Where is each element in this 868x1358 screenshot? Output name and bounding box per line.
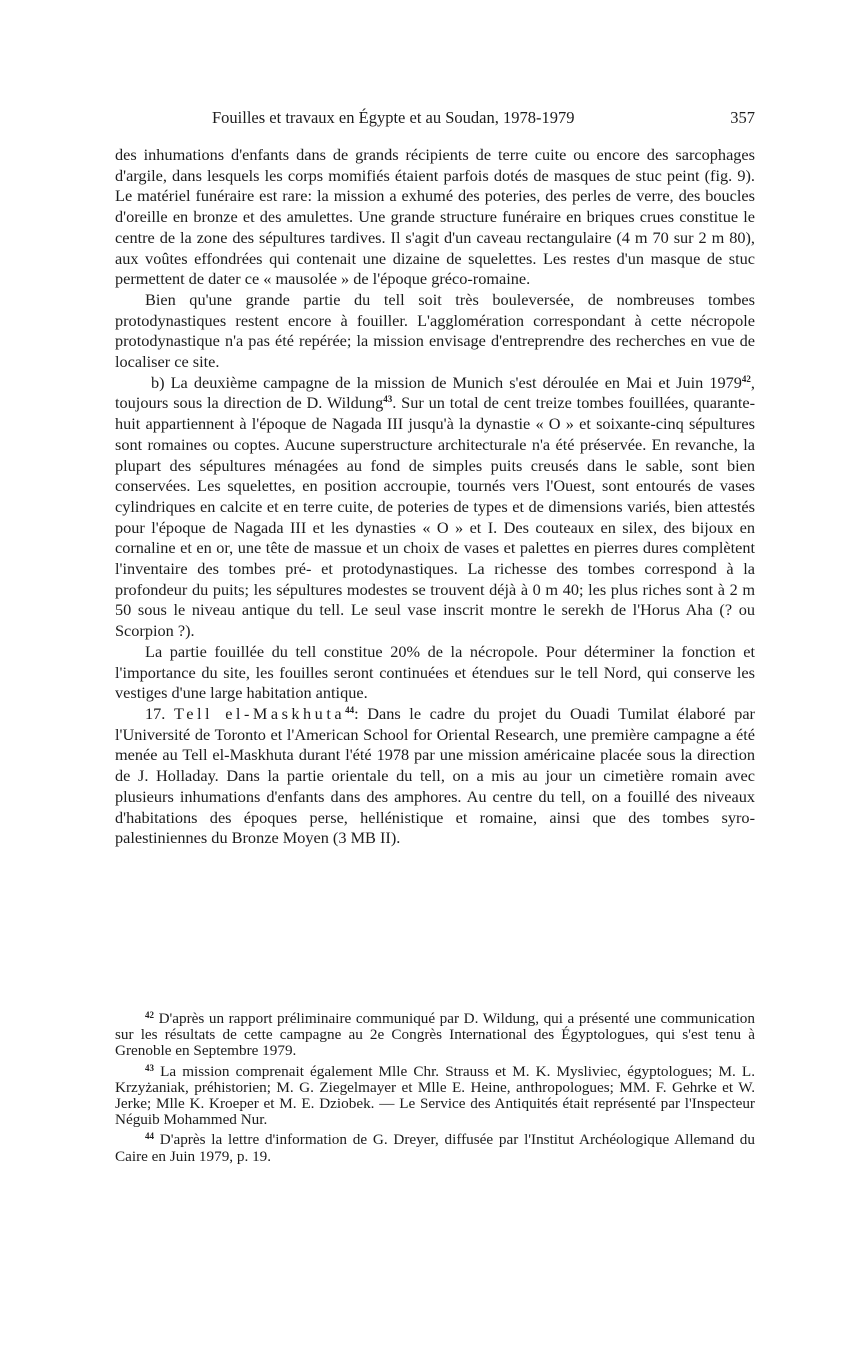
footnotes	[115, 1007, 755, 1165]
footnote-number: 44	[145, 1131, 154, 1142]
paragraph-3	[115, 373, 755, 642]
site-name: Tell el-Maskhuta	[173, 703, 346, 723]
running-title: Fouilles et travaux en Égypte et au Soudan, 1978-1979	[212, 108, 575, 127]
body-text	[115, 145, 755, 849]
paragraph-2: Bien qu'une grande partie du tell soit très bouleversée, de nombreuses tombes protodynastiques restent encore à fouiller. L'agglomération correspondant à cette nécropole protodynastique n'a pas été repérée; la mission envisage d'entreprendre des recherches en vue de localiser ce site.	[115, 289, 755, 372]
paragraph-3-part-c: . Sur un total de cent treize tombes fouillées, quarante-huit appartiennent à l'époque de Nagada III jusqu'à la dynastie « O » et soixante-cinq sépultures sont romaines ou coptes. Aucune superstructure architecturale n'a été préservée. En revanche, la plupart des sépultures ménagées au fond de simples puits creusés dans le sable, sont bien conservées. Les squelettes, en position accroupie, tournés vers l'Ouest, sont entourés de vases cylindriques en calcite et en terre cuite, de poteries de types et de dimensions variés, bien attestés pour l'époque de Nagada III et les dynasties « O » et I. Des couteaux en silex, des bijoux en cornaline et en or, une tête de massue et un choix de vases et palettes en pierres dures complètent l'inventaire des tombes pré- et protodynastiques. La richesse des tombes correspond à la profondeur du puits; les sépultures modestes se trouvent déjà à 0 m 40; les plus riches sont à 2 m 50 sous le niveau antique du tell. Le seul vase inscrit montre le serekh de l'Horus Aha (? ou Scorpion ?).	[115, 393, 755, 641]
footnote-ref-43[interactable]: 43	[383, 394, 393, 405]
paragraph-1: des inhumations d'enfants dans de grands récipients de terre cuite ou encore des sarcophages d'argile, dans lesquels les corps momifiés étaient parfois dotés de masques de stuc peint (fig. 9). Le matériel funéraire est rare: la mission a exhumé des poteries, des perles de verre, des boucles d'oreille en bronze et des amulettes. Une grande structure funéraire en briques crues constitue le centre de la zone des sépultures tardives. Il s'agit d'un caveau rectangulaire (4 m 70 sur 2 m 80), aux voûtes effondrées qui contenait une dizaine de squelettes. Les restes d'un masque de stuc permettent de dater ce « mausolée » de l'époque gréco-romaine.	[115, 145, 755, 289]
page-number: 357	[730, 108, 755, 127]
footnote-number: 43	[145, 1062, 154, 1073]
footnote-42	[115, 1007, 755, 1060]
paragraph-3-part-a: b) La deuxième campagne de la mission de Munich s'est déroulée en Mai et Juin 1979	[151, 372, 742, 392]
paragraph-4: La partie fouillée du tell constitue 20% de la nécropole. Pour déterminer la fonction et l'importance du site, les fouilles seront continuées et étendues sur le tell Nord, qui conserve les vestiges d'une large habitation antique.	[115, 641, 755, 703]
paragraph-5-text: : Dans le cadre du projet du Ouadi Tumilat élaboré par l'Université de Toronto et l'American School for Oriental Research, une première campagne a été menée au Tell el-Maskhuta durant l'été 1978 par une mission américaine placée sous la direction de J. Holladay. Dans la partie orientale du tell, on a mis au jour un cimetière romain avec plusieurs inhumations d'enfants dans des amphores. Au centre du tell, on a fouillé des niveaux d'habitations des époques perse, hellénistique et romaine, ainsi que des tombes syro-palestiniennes du Bronze Moyen (3 MB II).	[115, 703, 755, 848]
section-number: 17.	[145, 703, 166, 723]
footnote-number: 42	[145, 1010, 154, 1020]
paragraph-5	[115, 704, 755, 849]
footnote-text: D'après la lettre d'information de G. Dreyer, diffusée par l'Institut Archéologique Allemand du Caire en Juin 1979, p. 19.	[115, 1131, 755, 1165]
footnote-44	[115, 1128, 755, 1164]
footnote-text: La mission comprenait également Mlle Chr. Strauss et M. K. Mysliviec, égyptologues; M. L. Krzyżaniak, préhistorien; M. G. Ziegelmayer et Mlle E. Heine, anthropologues; MM. F. Gehrke et W. Jerke; Mlle K. Kroeper et M. E. Dziobek. — Le Service des Antiquités était représenté par l'Inspecteur Néguib Mohammed Nur.	[115, 1062, 755, 1129]
paragraph-3-part-b: , toujours sous la direction de D. Wildung	[115, 372, 755, 413]
footnote-43	[115, 1060, 755, 1129]
footnote-text: D'après un rapport préliminaire communiqué par D. Wildung, qui a présenté une communication sur les résultats de cette campagne au 2e Congrès International des Égyptologues, qui s'est tenu à Grenoble en Septembre 1979.	[115, 1010, 755, 1060]
footnote-ref-44[interactable]: 44	[345, 704, 355, 715]
footnote-ref-42[interactable]: 42	[741, 373, 751, 384]
